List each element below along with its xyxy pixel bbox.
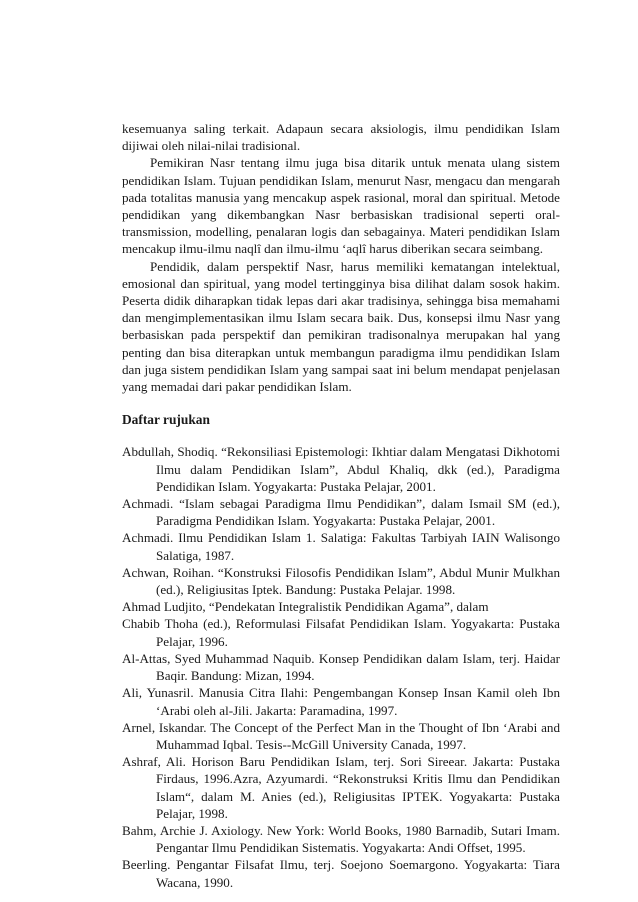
references-list: [122, 443, 560, 890]
references-heading: Daftar rujukan: [122, 412, 210, 428]
body-paragraph: Pemikiran Nasr tentang ilmu juga bisa ditarik untuk menata ulang sistem pendidikan Islam. Tujuan pendidikan Islam, menurut Nasr, mengacu dan mengarah pada totalitas manusia yang mencakup aspek rasional, moral dan spiritual. Metode pendidikan yang dikembangkan Nasr berbasiskan tradisional seperti oral-transmission, modelling, penalaran logis dan sebagainya. Materi pendidikan Islam mencakup ilmu-ilmu naqlî dan ilmu-ilmu ‘aqlî harus diberikan secara seimbang.: [122, 155, 560, 257]
body-paragraph: Pendidik, dalam perspektif Nasr, harus memiliki kematangan intelektual, emosional dan spiritual, yang model tertingginya bisa dilihat dalam sosok hakim. Peserta didik diharapkan tidak lepas dari akar tradisinya, sehingga bisa memahami dan mengimplementasikan ilmu Islam secara baik. Dus, konsepsi ilmu Nasr yang berbasiskan pada perspektif dan pemikiran tradisonalnya merupakan hal yang penting dan bisa diterapkan untuk membangun paradigma ilmu pendidikan Islam dan juga sistem pendidikan Islam yang sampai saat ini belum mendapat penjelasan yang memadai dari pakar pendidikan Islam.: [122, 258, 560, 395]
reference-entry: Achmadi. Ilmu Pendidikan Islam 1. Salatiga: Fakultas Tarbiyah IAIN Walisongo Salatiga, 1987.: [122, 530, 560, 563]
reference-entry: Bahm, Archie J. Axiology. New York: World Books, 1980 Barnadib, Sutari Imam. Pengantar Ilmu Pendidikan Sistematis. Yogyakarta: Andi Offset, 1995.: [122, 822, 560, 856]
reference-entry: Ali, Yunasril. Manusia Citra Ilahi: Pengembangan Konsep Insan Kamil oleh Ibn ‘Arabi oleh al-Jili. Jakarta: Paramadina, 1997.: [122, 685, 560, 718]
page-content: [122, 120, 560, 891]
reference-entry: Al-Attas, Syed Muhammad Naquib. Konsep Pendidikan dalam Islam, terj. Haidar Baqir. Bandung: Mizan, 1994.: [122, 650, 560, 684]
reference-entry: Arnel, Iskandar. The Concept of the Perfect Man in the Thought of Ibn ‘Arabi and Muhammad Iqbal. Tesis--McGill University Canada, 1997.: [122, 719, 560, 752]
body-paragraph: kesemuanya saling terkait. Adapaun secara aksiologis, ilmu pendidikan Islam dijiwai oleh nilai-nilai tradisional.: [122, 121, 560, 154]
reference-entry: Achmadi. “Islam sebagai Paradigma Ilmu Pendidikan”, dalam Ismail SM (ed.), Paradigma Pendidikan Islam. Yogyakarta: Pustaka Pelajar, 2001.: [122, 496, 560, 529]
reference-entry: Ashraf, Ali. Horison Baru Pendidikan Islam, terj. Sori Sireear. Jakarta: Pustaka Firdaus, 1996.Azra, Azyumardi. “Rekonstruksi Kritis Ilmu dan Pendidikan Islam“, dalam M. Anies (ed.), Religiusitas IPTEK. Yogyakarta: Pustaka Pelajar, 1998.: [122, 754, 560, 821]
reference-entry: Chabib Thoha (ed.), Reformulasi Filsafat Pendidikan Islam. Yogyakarta: Pustaka Pelajar, 1996.: [122, 616, 560, 649]
reference-entry: Beerling. Pengantar Filsafat Ilmu, terj. Soejono Soemargono. Yogyakarta: Tiara Wacana, 1990.: [122, 857, 560, 890]
reference-entry: Ahmad Ludjito, “Pendekatan Integralistik Pendidikan Agama”, dalam: [122, 599, 489, 615]
reference-entry: Achwan, Roihan. “Konstruksi Filosofis Pendidikan Islam”, Abdul Munir Mulkhan (ed.), Religiusitas Iptek. Bandung: Pustaka Pelajar. 1998.: [122, 564, 560, 598]
reference-entry: Abdullah, Shodiq. “Rekonsiliasi Epistemologi: Ikhtiar dalam Mengatasi Dikhotomi Ilmu dalam Pendidikan Islam”, Abdul Khaliq, dkk (ed.), Paradigma Pendidikan Islam. Yogyakarta: Pustaka Pelajar, 2001.: [122, 444, 560, 494]
